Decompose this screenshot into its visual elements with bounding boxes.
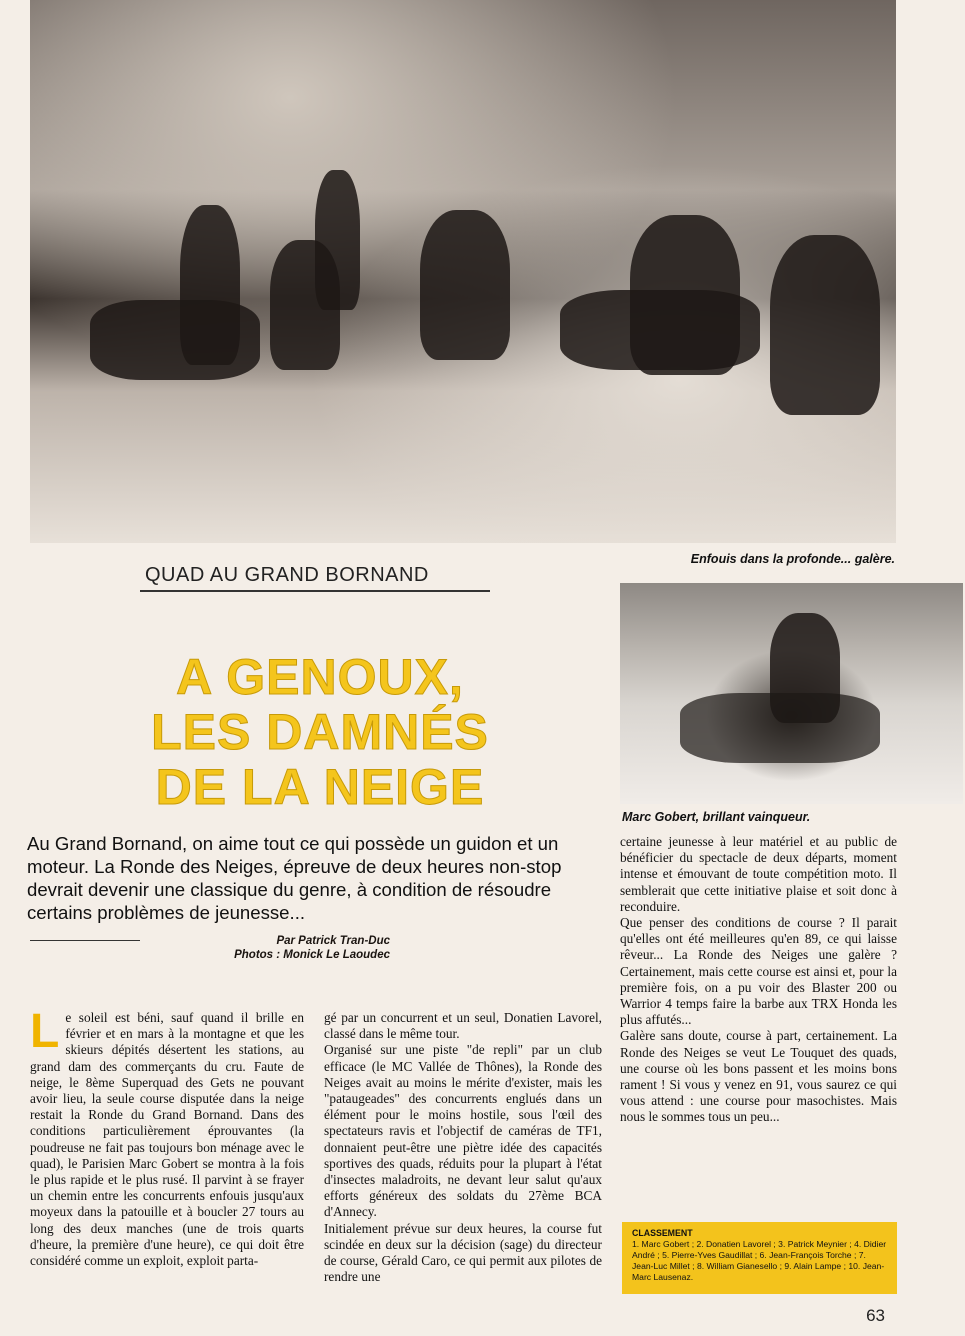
results-box — [622, 1222, 897, 1294]
article-standfirst: Au Grand Bornand, on aime tout ce qui possède un guidon et un moteur. La Ronde des Neiges, épreuve de deux heures non-stop devrait devenir une classique du genre, à condition de résoudre certains problèmes de jeunesse... — [27, 833, 562, 923]
results-list: 1. Marc Gobert ; 2. Donatien Lavorel ; 3. Patrick Meynier ; 4. Didier André ; 5. Pierre-Yves Gaudillat ; 6. Jean-François Torche ; 7. Jean-Luc Millet ; 8. William Gianesello ; 9. Alain Lampe ; 10. Jean-Marc Lausenaz. — [632, 1239, 887, 1282]
body-column-3 — [620, 834, 897, 1126]
page-number: 63 — [866, 1306, 885, 1325]
body-column-1 — [30, 1005, 304, 1269]
article-headline — [135, 650, 505, 815]
spectator-silhouette — [315, 170, 360, 310]
body-column-2 — [324, 1010, 602, 1285]
side-photo-caption: Marc Gobert, brillant vainqueur. — [622, 810, 811, 824]
headline-line: LES DAMNÉS — [151, 704, 489, 760]
results-title: CLASSEMENT — [632, 1228, 693, 1238]
rider-silhouette — [420, 210, 510, 360]
paragraph: Organisé sur une piste "de repli" par un club efficace (le MC Vallée de Thônes), la Ronde des Neiges avait au moins le mérite d'exister, mais les "pataugeades" des concurrents englués dans un élément pour le moins hostile, sous l'œil des spectateurs ravis et l'objectif de caméras de TF1, donnaient peut-être une piètre idée des capacités sportives des quads, réduits pour la plupart à l'état d'insectes maladroits, ne devant leur salut qu'aux efforts généreux des soldats du 27ème BCA d'Annecy. — [324, 1042, 602, 1220]
quad-silhouette — [680, 693, 880, 763]
main-photo-caption: Enfouis dans la profonde... galère. — [690, 552, 895, 566]
photo-credit: Photos : Monick Le Laoudec — [234, 949, 390, 961]
article-kicker: QUAD AU GRAND BORNAND — [145, 564, 429, 586]
drop-cap: L — [30, 1005, 60, 1058]
kicker-divider — [140, 590, 490, 592]
quad-silhouette — [90, 300, 260, 380]
paragraph: e soleil est béni, sauf quand il brille en février et en mars à la montagne et que les skieurs dépités désertent les stations, au grand dam des commerçants du cru. Faute de neige, le 8ème Superquad des Gets ne pouvant avoir lieu, la seule course disputée dans la neige restait la Ronde du Grand Bornand. Dans des conditions particulièrement éprouvantes (la poudreuse ne fait pas toujours bon ménage avec le quad), le Parisien Marc Gobert se montra à la fois le plus rapide et le plus rusé. Il parvint à se frayer un chemin entre les concurrents enfouis jusqu'aux moyeux dans la patouille et à boucler 27 tours au long des deux manches (une de trois quarts d'heure, la première d'une heure), ce qui doit être considéré comme un exploit, exploit parta- — [30, 1010, 304, 1269]
paragraph: gé par un concurrent et un seul, Donatien Lavorel, classé dans le même tour. — [324, 1010, 602, 1042]
paragraph: Galère sans doute, course à part, certainement. La Ronde des Neiges se veut Le Touquet des quads, une course où les bons passent et les moins bons rament ! Si vous y venez en 91, vous saurez ce qui vous attend : une course pour masochistes. Mais nous le sommes tous un peu... — [620, 1028, 897, 1125]
article-byline — [140, 934, 390, 962]
paragraph: Initialement prévue sur deux heures, la course fut scindée en deux sur la décision (sage) du directeur de course, Gérald Caro, ce qui permit aux pilotes de rendre une — [324, 1220, 602, 1285]
author: Par Patrick Tran-Duc — [276, 935, 390, 947]
main-photo — [30, 0, 896, 543]
headline-line: A GENOUX, — [176, 649, 464, 705]
headline-line: DE LA NEIGE — [155, 759, 485, 815]
rider-silhouette — [770, 235, 880, 415]
side-photo — [620, 583, 963, 804]
byline-divider — [30, 940, 140, 941]
paragraph: certaine jeunesse à leur matériel et au public de bénéficier du spectacle de deux départs, moment intense et émouvant de toute compétition moto. Il semblerait que cette initiative plaise et soit donc à reconduire. — [620, 834, 897, 914]
quad-silhouette — [560, 290, 760, 370]
paragraph: Que penser des conditions de course ? Il parait qu'elles ont été meilleures qu'en 89, ce qui laisse rêveur... La Ronde des Neiges une galère ? Certainement, mais cette course est ainsi et, pour la première fois, on a pu voir des Blaster 200 ou Warrior 4 temps faire la barbe aux TRX Honda les plus affutés... — [620, 915, 897, 1028]
